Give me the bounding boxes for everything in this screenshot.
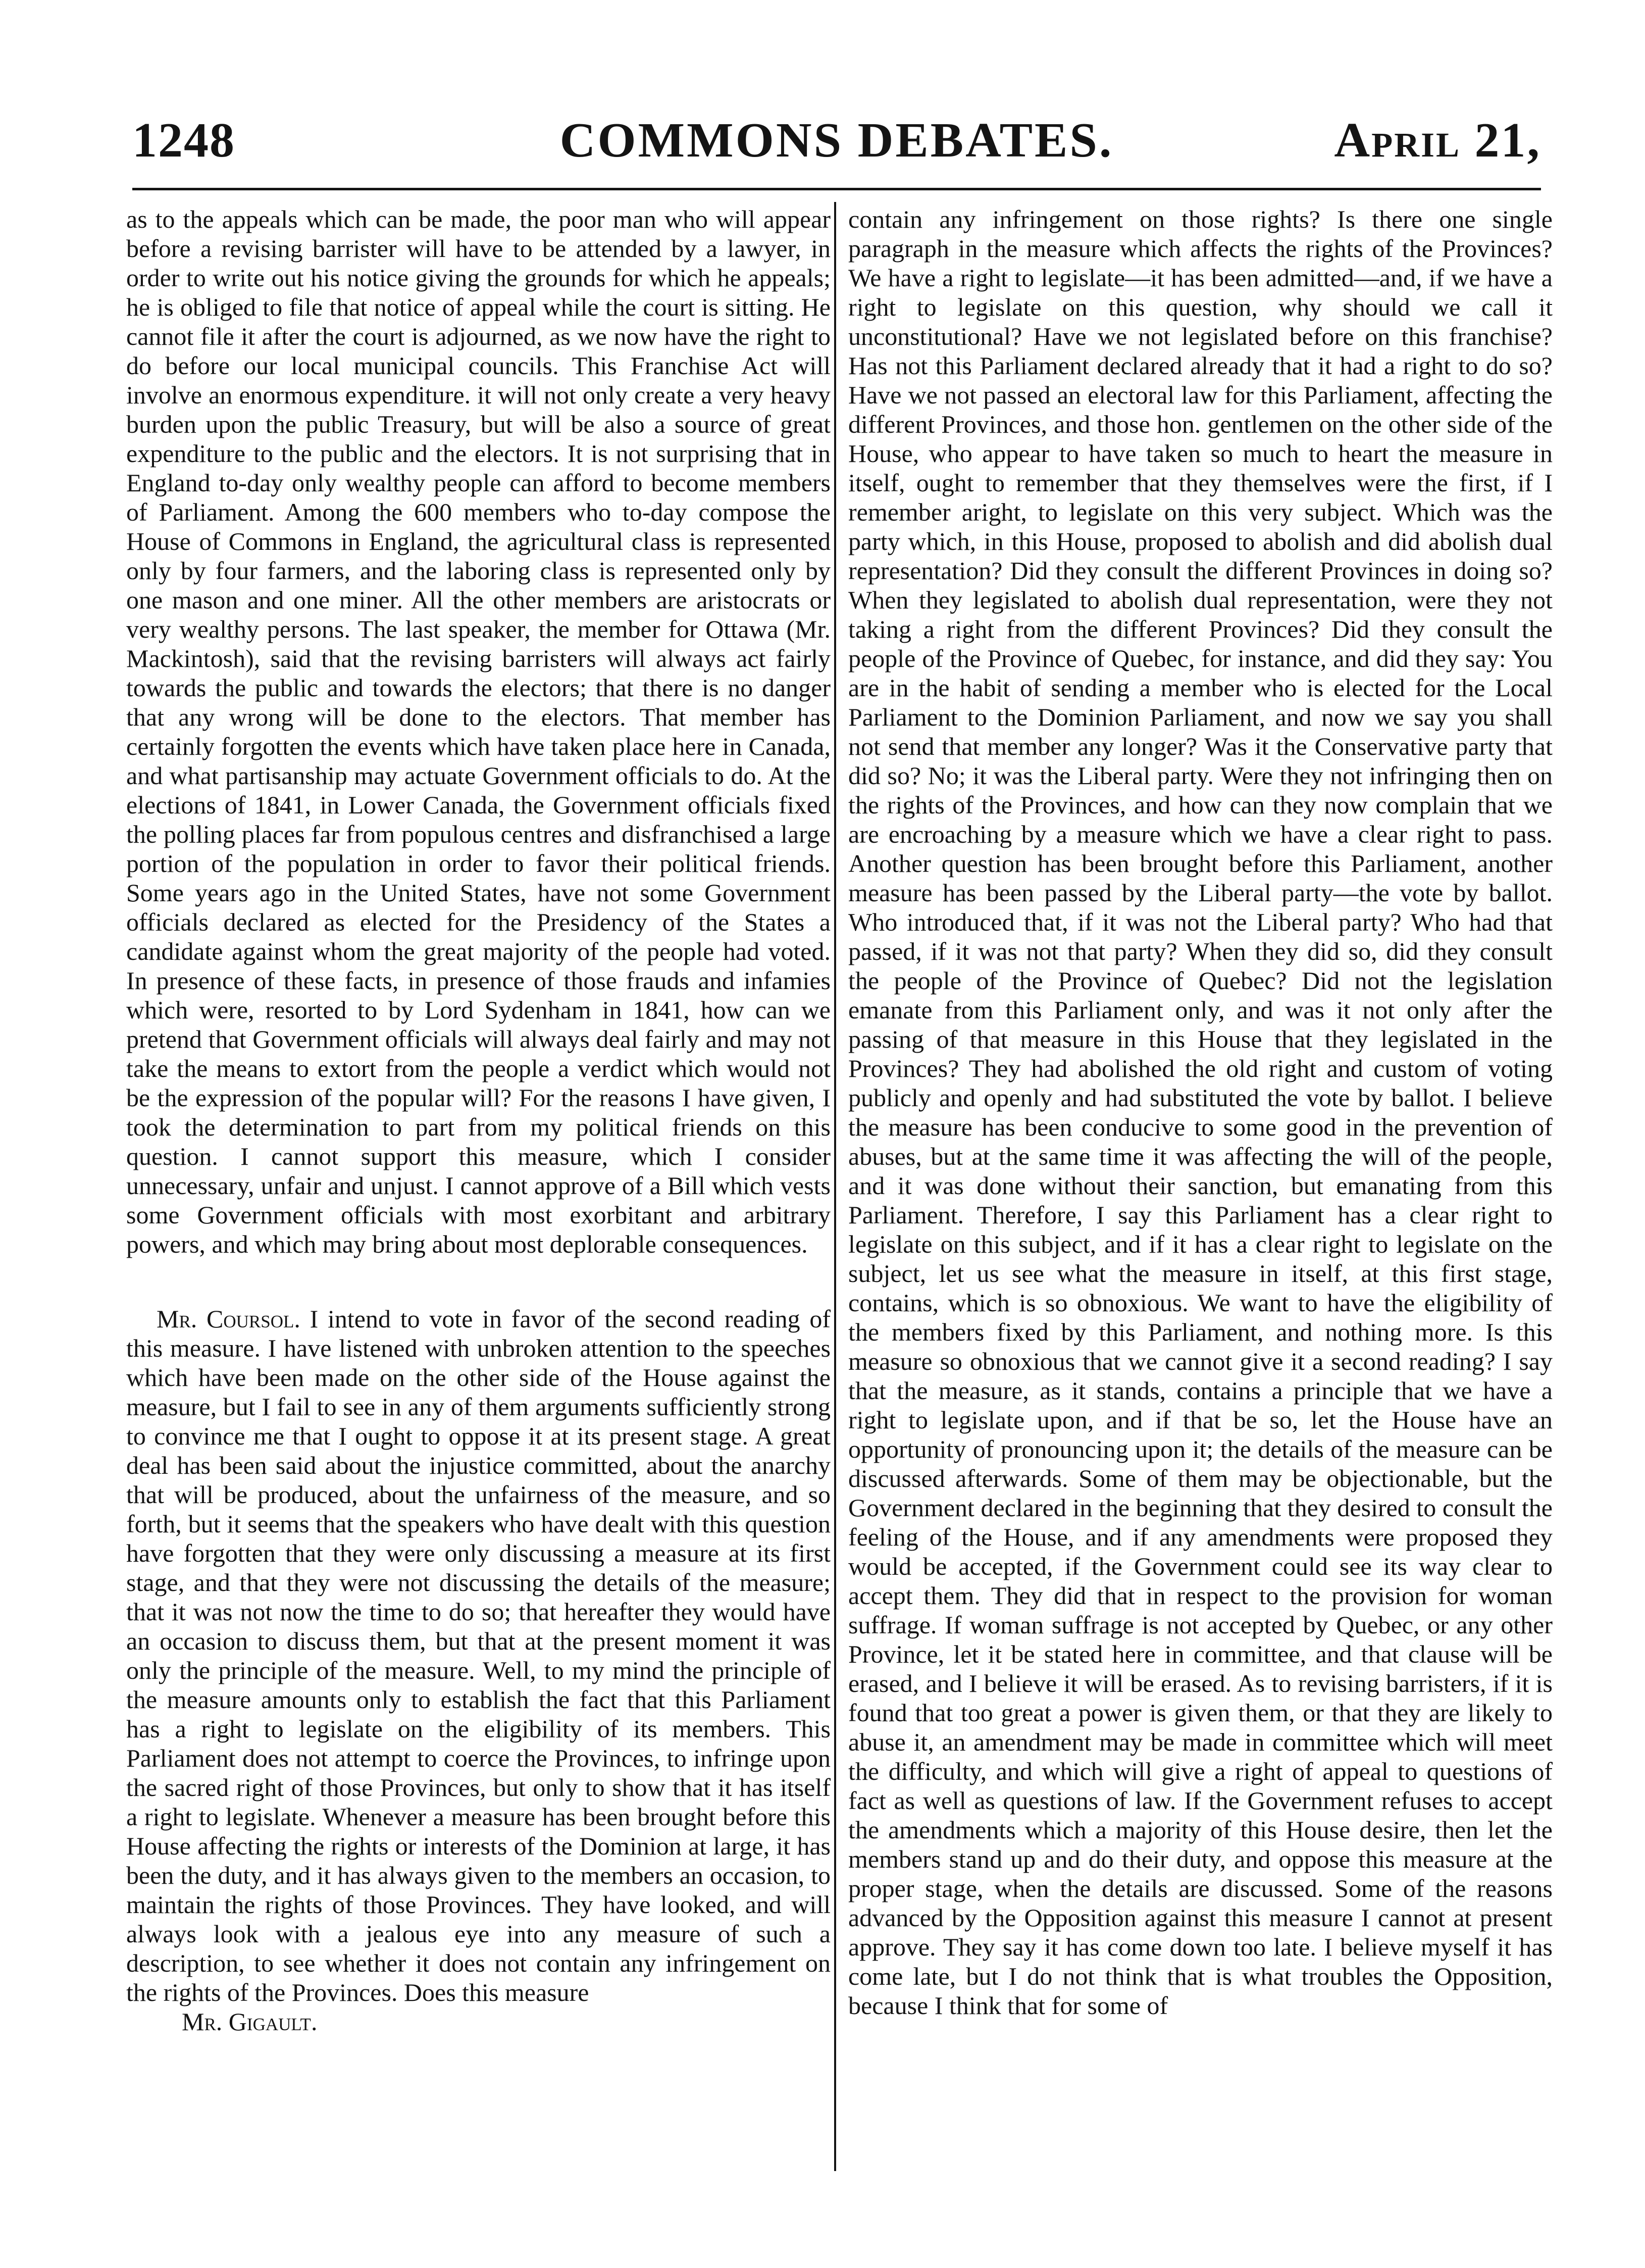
header-date: [1334, 112, 1541, 169]
left-paragraph-1: as to the appeals which can be made, the poor man who will appear before a revising barrister will have to be attended by a lawyer, in order to write out his notice giving the grounds for which he appeals; he is obliged to file that notice of appeal while the court is sitting. He cannot file it after the court is adjourned, as we now have the right to do before our local municipal councils. This Franchise Act will involve an enormous expenditure. it will not only create a very heavy burden upon the public Treasury, but will be also a source of great expenditure to the public and the electors. It is not surprising that in England to-day only wealthy people can afford to become members of Parliament. Among the 600 members who to-day compose the House of Commons in England, the agricultural class is represented only by four farmers, and the laboring class is represented only by one mason and one miner. All the other members are aristocrats or very wealthy persons. The last speaker, the member for Ottawa (Mr. Mackintosh), said that the revising barristers will always act fairly towards the public and towards the electors; that there is no danger that any wrong will be done to the electors. That member has certainly forgotten the events which have taken place here in Canada, and what partisanship may actuate Government officials to do. At the elections of 1841, in Lower Canada, the Government officials fixed the polling places far from populous centres and disfranchised a large portion of the population in order to favor their political friends. Some years ago in the United States, have not some Government officials declared as elected for the Presidency of the States a candidate against whom the great majority of the people had voted. In presence of these facts, in presence of those frauds and infamies which were, resorted to by Lord Sydenham in 1841, how can we pretend that Government officials will always deal fairly and may not take the means to extort from the people a verdict which would not be the expression of the popular will? For the reasons I have given, I took the determination to part from my political friends on this question. I cannot support this measure, which I consider unnecessary, unfair and unjust. I cannot approve of a Bill which vests some Government officials with most exorbitant and arbitrary powers, and which may bring about most deplorable consequences.: [126, 205, 831, 1258]
page-header: [132, 112, 1541, 168]
footer-speaker-name: Mr. Gigault.: [182, 2007, 318, 2036]
right-paragraph-1: contain any infringement on those rights? Is there one single paragraph in the measure which affects the rights of the Provinces? We have a right to legislate—it has been admitted—and, if we have a right to legislate on this question, why should we call it unconstitutional? Have we not legislated before on this franchise? Has not this Parliament declared already that it had a right to do so? Have we not passed an electoral law for this Parliament, affecting the different Provinces, and those hon. gentlemen on the other side of the House, who appear to have taken so much to heart the measure in itself, ought to remember that they themselves were the first, if I remember aright, to legislate on this very subject. Which was the party which, in this House, proposed to abolish and did abolish dual representation? Did they consult the different Provinces in doing so? When they legislated to abolish dual representation, were they not taking a right from the different Provinces? Did they consult the people of the Province of Quebec, for instance, and did they say: You are in the habit of sending a member who is elected for the Local Parliament to the Dominion Parliament, and now we say you shall not send that member any longer? Was it the Conservative party that did so? No; it was the Liberal party. Were they not infringing then on the rights of the Provinces, and how can they now complain that we are encroaching by a measure which we have a clear right to pass. Another question has been brought before this Parliament, another measure has been passed by the Liberal party—the vote by ballot. Who introduced that, if it was not the Liberal party? Who had that passed, if it was not that party? When they did so, did they consult the people of the Province of Quebec? Did not the legislation emanate from this Parliament only, and was it not only after the passing of that measure in this House that they legislated in the Provinces? They had abolished the old right and custom of voting publicly and openly and had substituted the vote by ballot. I believe the measure has been conducive to some good in the prevention of abuses, but at the same time it was affecting the will of the people, and it was done without their sanction, but emanating from this Parliament. Therefore, I say this Parliament has a clear right to legislate on this subject, and if it has a clear right to legislate on the subject, let us see what the measure in itself, at this first stage, contains, which is so obnoxious. We want to have the eligibility of the members fixed by this Parliament, and nothing more. Is this measure so obnoxious that we cannot give it a second reading? I say that the measure, as it stands, contains a principle that we have a right to legislate upon, and if that be so, let the House have an opportunity of pronouncing upon it; the details of the measure can be discussed afterwards. Some of them may be objectionable, but the Government declared in the beginning that they desired to consult the feeling of the House, and if any amendments were proposed they would be accepted, if the Government could see its way clear to accept them. They did that in respect to the provision for woman suffrage. If woman suffrage is not accepted by Quebec, or any other Province, let it be stated here in committee, and that clause will be erased, and I believe it will be erased. As to revising barristers, if it is found that too great a power is given them, or that they are likely to abuse it, an amendment may be made in committee which will meet the difficulty, and which will give a right of appeal to questions of fact as well as questions of law. If the Government refuses to accept the amendments which a majority of this House desire, then let the members stand up and do their duty, and oppose this measure at the proper stage, when the details are discussed. Some of the reasons advanced by the Opposition against this measure I cannot at present approve. They say it has come down too late. I believe myself it has come late, but I do not think that is what troubles the Opposition, because I think that for some of: [848, 205, 1553, 2020]
right-column: [848, 204, 1553, 2020]
page-title: COMMONS DEBATES.: [559, 113, 1114, 168]
header-date-month: April: [1334, 113, 1461, 168]
left-column: [126, 204, 831, 2036]
column-divider: [834, 202, 836, 2171]
speech-text: I intend to vote in favor of the second reading of this measure. I have listened with unbroken attention to the speeches which have been made on the other side of the House against the measure, but I fail to see in any of them arguments sufficiently strong to convince me that I ought to oppose it at its present stage. A great deal has been said about the injustice committed, about the anarchy that will be produced, about the unfairness of the measure, and so forth, but it seems that the speakers who have dealt with this question have forgotten that they were only discussing a measure at its first stage, and that they were not discussing the details of the measure; that it was not now the time to do so; that hereafter they would have an occasion to discuss them, but that at the present moment it was only the principle of the measure. Well, to my mind the principle of the measure amounts only to establish the fact that this Parliament has a right to legislate on the eligibility of its members. This Parliament does not attempt to coerce the Provinces, to infringe upon the sacred right of those Provinces, but only to show that it has itself a right to legislate. Whenever a measure has been brought before this House affecting the rights or interests of the Dominion at large, it has been the duty, and it has always given to the members an occasion, to maintain the rights of those Provinces. They have looked, and will always look with a jealous eye into any measure of such a description, to see whether it does not contain any infringement on the rights of the Provinces. Does this measure: [126, 1305, 831, 2006]
header-rule: [132, 188, 1541, 190]
header-date-day: 21,: [1474, 113, 1541, 168]
page-number: 1248: [132, 113, 235, 168]
left-paragraph-2: [126, 1304, 831, 2007]
speaker-name: Mr. Coursol.: [157, 1305, 300, 1333]
